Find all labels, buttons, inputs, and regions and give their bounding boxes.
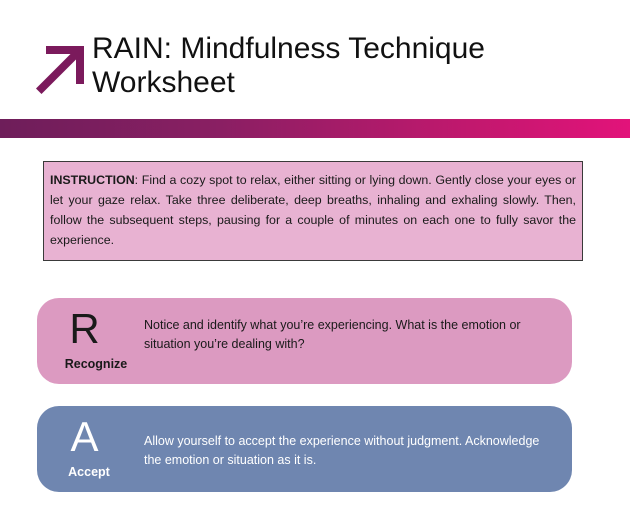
- instruction-box: [43, 161, 583, 261]
- step-description: Allow yourself to accept the experience without judgment. Acknowledge the emotion or situation as it is.: [144, 434, 540, 467]
- page-title: [92, 32, 612, 100]
- gradient-divider: [0, 119, 630, 138]
- step-name: Accept: [68, 465, 110, 479]
- header: [0, 0, 630, 120]
- step-card-recognize: [37, 298, 572, 384]
- step-description: Notice and identify what you’re experiencing. What is the emotion or situation you’re dealing with?: [144, 318, 521, 351]
- title-line-2: Worksheet: [92, 66, 235, 99]
- instruction-text: : Find a cozy spot to relax, either sitting or lying down. Gently close your eyes or let your gaze relax. Take three deliberate, deep breaths, inhaling and exhaling slowly. Then, follow the subsequent steps, pausing for a couple of minutes on each one to fully savor the experience.: [50, 173, 576, 247]
- step-card-accept: [37, 406, 572, 492]
- step-name: Recognize: [64, 357, 128, 371]
- arrow-up-right-icon: [34, 44, 86, 96]
- step-letter: A: [70, 413, 99, 460]
- title-line-1: RAIN: Mindfulness Technique: [92, 32, 485, 65]
- instruction-label: INSTRUCTION: [50, 173, 135, 187]
- step-letter: R: [69, 305, 100, 352]
